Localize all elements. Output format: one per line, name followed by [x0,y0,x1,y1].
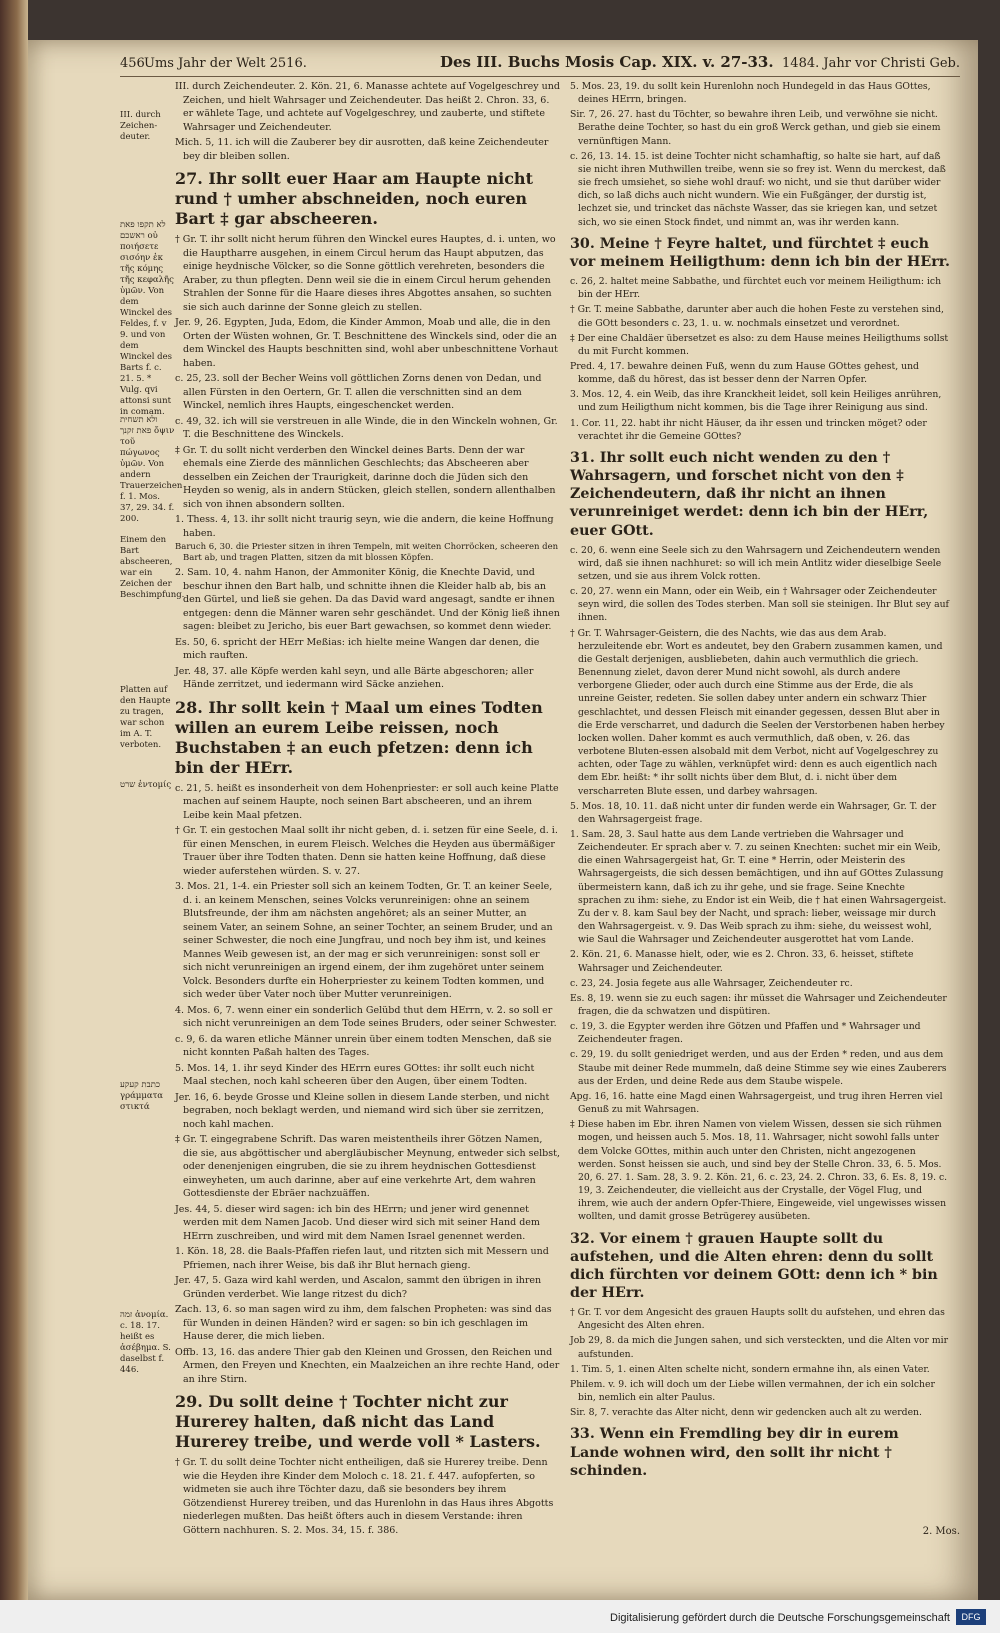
margin-note: כתבת קעקע γράμματα στικτά [120,1080,164,1112]
paragraph: Es. 50, 6. spricht der HErr Meßias: ich hielte meine Wangen dar denen, die mich rauften. [175,636,540,661]
paragraph: † Gr. T. vor dem Angesicht des grauen Haupts sollt du aufstehen, und ehren das Angesicht des Alten ehren. [570,1307,945,1332]
paragraph: Es. 8, 19. wenn sie zu euch sagen: ihr müsset die Wahrsager und Zeichendeuter fragen, die da schwatzen und dispütiren. [570,992,947,1017]
header-title: Des III. Buchs Mosis Cap. XIX. v. 27-33. [440,53,774,71]
margin-note: שרט ἐντομίς [120,780,172,790]
paragraph: † Gr. T. ein gestochen Maal sollt ihr nicht geben, d. i. setzen für eine Seele, d. i. für einen Menschen, in eurem Fleisch. Welches die Heyden aus übermäßiger Trauer über ihre Todten thaten. Denn sie hatten keine Hoffnung, daß diese wieder auferstehen würden. S. v. 27. [175,825,558,877]
paragraph: 1. Thess. 4, 13. ihr sollt nicht traurig seyn, wie die andern, die keine Hoffnung haben. [175,514,554,539]
paragraph: 3. Mos. 12, 4. ein Weib, das ihre Kranckheit leidet, soll kein Heiliges anrühren, und zum Heiligthum nicht kommen, bis die Tage ihrer Reinigung aus sind. [570,389,942,414]
paragraph: c. 23, 24. Josia fegete aus alle Wahrsager, Zeichendeuter rc. [570,977,853,989]
paragraph: 5. Mos. 23, 19. du sollt kein Hurenlohn noch Hundegeld in das Haus GOttes, deines HErrn, bringen. [570,81,931,106]
margin-note: III. durch Zeichen-deuter. [120,110,161,142]
paragraph: 3. Mos. 21, 1-4. ein Priester soll sich an keinem Todten, Gr. T. an keiner Seele, d. i. an keinem Menschen, seines Volcks verunreinigen: ohne an seinem Blutsfreunde, der ihm am nächsten angehöret; als an seiner Mutter, an seinem Vater, an seinem Sohne, an seiner Tochter, an seinem Bruder, und an seiner Schwester, die noch eine Jungfrau, und noch bey ihm ist, und keines Mannes Weib gewesen ist, an der mag er sich verunreinigen: sonst soll er sich nicht verunreinigen an irgend einem, der ihm zugehöret unter seinem Volck. Besonders durfte ein Hoherpriester zu keinem Todten kommen, und sich weder über Vater noch über Mutter verunreinigen. [175,881,553,1000]
paragraph: Sir. 7, 26. 27. hast du Töchter, so bewahre ihren Leib, und verwöhne sie nicht. Berathe deine Tochter, so hast du ein groß Werck gethan, und gieb sie einem vernünftigen Mann. [570,109,941,147]
paragraph: c. 20, 6. wenn eine Seele sich zu den Wahrsagern und Zeichendeutern wenden wird, daß sie ihnen nachhuret: so will ich mein Antlitz wider dieselbige Seele setzen, und sie aus ihrem Volck rotten. [570,544,942,582]
dfg-logo-icon: DFG [956,1609,986,1625]
paragraph: c. 19, 3. die Egypter werden ihre Götzen und Pfaffen und * Wahrsager und Zeichendeuter fragen. [570,1021,921,1046]
paragraph: ‡ Gr. T. eingegrabene Schrift. Das waren meistentheils ihrer Götzen Namen, die sie, aus abgöttischer und abergläubischer Meynung, entweder sich selbst, oder denenjenigen eingruben, die sie zu ihrem heydnischen Gottesdienst einweyheten, um auch darinne, aber auf eine verkehrte Art, dem wahren Gottesdienste der Ebräer nachzuäffen. [175,1134,560,1199]
paragraph: Jer. 47, 5. Gaza wird kahl werden, und Ascalon, sammt den übrigen in ihren Gründen verderbet. Wie lange ritzest du dich? [175,1275,542,1300]
book-binding-edge [0,0,28,1633]
verse-33: 33. Wenn ein Fremdling bey dir in eurem Lande wohnen wird, den sollt ihr nicht † schinden. [570,1426,899,1479]
paragraph: c. 26, 2. haltet meine Sabbathe, und fürchtet euch vor meinem Heiligthum: ich bin der HErr. [570,276,942,301]
paragraph: c. 21, 5. heißt es insonderheit von dem Hohenpriester: er soll auch keine Platte machen auf seinem Haupte, noch seinen Bart abscheeren, und an ihrem Leibe kein Maal pfetzen. [175,782,559,821]
paragraph: Philem. v. 9. ich will doch um der Liebe willen vermahnen, der ich ein solcher bin, nemlich ein alter Paulus. [570,1378,935,1404]
paragraph: Jer. 48, 37. alle Köpfe werden kahl seyn, und alle Bärte abgeschoren; aller Hände zerritzet, und iedermann wird Säcke anziehen. [175,665,534,690]
verse-29: 29. Du sollt deine † Tochter nicht zur Hurerey halten, daß nicht das Land Hurerey treibe, und werde voll * Lasters. [175,1392,541,1451]
left-column [175,80,560,1539]
paragraph: Mich. 5, 11. ich will die Zauberer bey dir ausrotten, daß keine Zeichendeuter bey dir bleiben sollen. [175,137,549,162]
paragraph: c. 20, 27. wenn ein Mann, oder ein Weib, ein † Wahrsager oder Zeichendeuter seyn wird, die sollen des Todes sterben. Man soll sie steinigen. Ihr Blut sey auf ihnen. [570,586,949,624]
paragraph: 1. Sam. 28, 3. Saul hatte aus dem Lande vertrieben die Wahrsager und Zeichendeuter. Er sprach aber v. 7. zu seinen Knechten: suchet mir ein Weib, die einen Wahrsagergeist hat, Gr. T. eine * Herrin, oder Meisterin des Wahrsagergeists, die sich dessen bemächtigen, und ihn auf GOttes Zulassung übermeistern kann, daß ich zu ihr gehe, und sie frage. Seine Knechte sprachen zu ihm: siehe, zu Endor ist ein Weib, die † hat einen Wahrsagergeist. Zu der v. 8. kam Saul bey der Nacht, und sprach: lieber, weissage mir durch den Wahrsagergeist. v. 9. Das Weib sprach zu ihm: siehe, du weissest wohl, wie Saul die Wahrsager und Zeichendeuter ausgerottet hat vom Lande. [570,828,947,946]
verse-27: 27. Ihr sollt euer Haar am Haupte nicht rund † umher abschneiden, noch euren Bart ‡ gar abscheeren. [175,169,533,228]
paragraph: c. 29, 19. du sollt geniedriget werden, und aus der Erden * reden, und aus dem Staube mit deiner Rede mummeln, daß deine Stimme sey wie eines Zauberers aus der Erden, und deine Rede aus dem Staube wispele. [570,1049,947,1087]
header-year-left: Ums Jahr der Welt 2516. [144,56,307,71]
footer-credit: Digitalisierung gefördert durch die Deutsche Forschungsgemeinschaft [610,1612,950,1624]
running-header [120,50,960,77]
paragraph: Pred. 4, 17. bewahre deinen Fuß, wenn du zum Hause GOttes gehest, und komme, daß du hörest, das ist besser denn der Narren Opfer. [570,360,919,386]
paragraph: Job 29, 8. da mich die Jungen sahen, und sich versteckten, und die Alten vor mir aufstunden. [570,1335,949,1360]
margin-note: זמה ἀνομία. c. 18. 17. heißt es ἀσέβημα. S. daselbst f. 446. [120,1310,171,1375]
paragraph: 1. Tim. 5, 1. einen Alten schelte nicht, sondern ermahne ihn, als einen Vater. [570,1363,930,1375]
paragraph: † Gr. T. du sollt deine Tochter nicht entheiligen, daß sie Hurerey treibe. Denn wie die Heyden ihre Kinder dem Moloch c. 18. 21. f. 447. aufopferten, so widmeten sie auch ihre Töchter dazu, daß sie besonders bey ihrem Götzendienst Hurerey treiben, und das Hurenlohn in das Haus ihres Abgotts niederlegen mußten. Das heißt öfters auch in diesem Verstande: ihren Göttern nachhuren. S. 2. Mos. 34, 15. f. 386. [175,1457,554,1536]
catchword: 2. Mos. [922,1526,960,1537]
paragraph: ‡ Diese haben im Ebr. ihren Namen von vielem Wissen, dessen sie sich rühmen mogen, und heissen auch 5. Mos. 18, 11. Wahrsager, nicht sowohl falls unter dem Volcke GOttes, mithin auch unter den Christen, nicht angezogenen werden. Sonst heissen sie auch, und sind bey der Stelle Chron. 33, 6. 5. Mos. 20, 6. 27. 1. Sam. 28, 3. 9. 2. Kön. 21, 6. c. 23, 24. 2. Chron. 33, 6. Es. 8, 19. c. 19, 3. Zeichendeuter, die vielleicht aus der Crystalle, der Vögel Flug, und ihrem, wie auch der andern Opfer-Thiere, Eingeweide, viel ungewisses wissen wollten, und damit grosse Betrügerey ausübeten. [570,1119,948,1223]
paragraph: Offb. 13, 16. das andere Thier gab den Kleinen und Grossen, den Reichen und Armen, den Freyen und Knechten, ein Maalzeichen an ihre rechte Hand, oder an ihre Stirn. [175,1346,560,1385]
paragraph: 1. Cor. 11, 22. habt ihr nicht Häuser, da ihr essen und trincken möget? oder verachtet ihr die Gemeine GOttes? [570,417,927,442]
paragraph: 4. Mos. 6, 7. wenn einer ein sonderlich Gelübd thut dem HErrn, v. 2. so soll er sich nicht verunreinigen an dem Tode seines Bruders, oder seiner Schwester. [175,1004,557,1029]
paragraph: c. 25, 23. soll der Becher Weins voll göttlichen Zorns denen von Dedan, und allen Fürsten in den Oertern, Gr. T. allen die verschnitten sind an dem Winckel, nemlich ihres Haupts, eingeschencket werden. [175,373,542,411]
paragraph: Sir. 8, 7. verachte das Alter nicht, denn wir gedencken auch alt zu werden. [570,1407,922,1419]
paragraph: Apg. 16, 16. hatte eine Magd einen Wahrsagergeist, und trug ihren Herren viel Genuß zu mit Wahrsagen. [570,1090,943,1116]
verse-31: 31. Ihr sollt euch nicht wenden zu den † Wahrsagern, und forschet nicht von den ‡ Zeichendeutern, daß ihr nicht an ihnen verunreiniget werdet: denn ich bin der HErr, euer GOtt. [570,449,929,539]
margin-note: Einem den Bart abscheeren, war ein Zeichen der Beschimpfung. [120,535,185,600]
paragraph: 5. Mos. 14, 1. ihr seyd Kinder des HErrn eures GOttes: ihr sollt euch nicht Maal stechen, noch kahl scheeren über den Augen, über einem Todten. [175,1062,535,1087]
paragraph: † Gr. T. ihr sollt nicht herum führen den Winckel eures Hauptes, d. i. unten, wo die Hauptharre ausgehen, in einem Circul herum das Haupt abputzen, das einige heydnische Völcker, so die Sonne göttlich verehreten, besonders die Araber, zu thun pflegten. Denn weil sie die in einem Circul herum gehenden Strahlen der Sonne für die Haare dieses ihres Abgottes ansahen, so suchten sie sich auch darinne der Sonne gleich zu stellen. [175,234,556,313]
header-year-right: 1484. Jahr vor Christi Geb. [782,56,960,71]
verse-28: 28. Ihr sollt kein † Maal um eines Todten willen an eurem Leibe reissen, noch Buchstaben ‡ an euch pfetzen: denn ich bin der HErr. [175,697,543,777]
margin-note: ולא תשחית פאת זקנך ὄψιν τοῦ πώγωνος ὑμῶν. Von andern Trauerzeichen f. 1. Mos. 37, 29. 34. f. 200. [120,415,183,524]
paragraph: 1. Kön. 18, 28. die Baals-Pfaffen riefen laut, und ritzten sich mit Messern und Pfriemen, nach ihrer Weise, bis daß ihr Blut hernach gieng. [175,1246,549,1271]
paragraph: c. 26, 13. 14. 15. ist deine Tochter nicht schamhaftig, so halte sie hart, auf daß sie nicht ihren Muthwillen treibe, wenn sie so frey ist. Wenn du merckest, daß sie frech umsiehet, so siehe wohl drauf: wo nicht, und sie thut darüber wider dich, so laß dichs auch nicht wundern. Wie ein Fußgänger, der durstig ist, lechzet sie, und trincket das nächste Wasser, das sie kriegen kan, und setzet sich, wo sie einen Stock findet, und nimmt an, was ihr werden kann. [570,150,946,228]
paragraph: 5. Mos. 18, 10. 11. daß nicht unter dir funden werde ein Wahrsager, Gr. T. der den Wahrsagergeist frage. [570,800,937,825]
paragraph: c. 9, 6. da waren etliche Männer unrein über einem todten Menschen, daß sie nicht konnten Paßah halten des Tages. [175,1033,552,1058]
paragraph: Zach. 13, 6. so man sagen wird zu ihm, dem falschen Propheten: was sind das für Wunden in deinen Händen? wird er sagen: so bin ich geschlagen im Hause derer, die mich lieben. [175,1304,552,1342]
paragraph: † Gr. T. Wahrsager-Geistern, die des Nachts, wie das aus dem Arab. herzuleitende ebr. Wort es andeutet, bey den Grabern zusammen kamen, und die Gestalt derjenigen, ausbliebeten, dahin auch vermuthlich die griech. Benennung zielet, davon derer Mund nicht sowohl, als durch andere verborgene Glieder, oder auch durch eine Stimme aus der Erde, die als unreine Geister, redeten. Sie sollen dabey unter andern ein schwarz Thier geschlachtet, und dessen Fleisch mit einander gegessen, dessen Blut aber in die Erde verscharret, und dadurch die Seelen der Verstorbenen haben herbey locken wollen. Daher kommt es auch vermuthlich, daß oben, v. 26. das verbotene Bluten-essen alsobald mit dem Verbot, nicht auf Vogelgeschrey zu achten, oder Tage zu wählen, verknüpfet wird: denn es auch eigentlich nach dem Ebr. heißt: * ihr sollt nichts über dem Blut, d. i. nicht über dem verscharreten Blute essen, und darbey wahrsagen. [570,627,945,797]
paragraph: Jer. 9, 26. Egypten, Juda, Edom, die Kinder Ammon, Moab und alle, die in den Orten der Wüsten wohnen, Gr. T. Beschnittene des Winckels sind, oder die an dem Winckel des Haupts beschnitten sind, wohl aber unbeschnittene Vorhaut haben. [175,317,558,369]
paragraph: Jes. 44, 5. dieser wird sagen: ich bin des HErrn; und jener wird genennet werden mit dem Namen Jacob. Und dieser wird sich mit seiner Hand dem HErrn zuschreiben, und wird mit dem Namen Israel genennet werden. [175,1203,540,1242]
margin-note: לא תקפו פאת ראשכם οὐ ποιήσετε σισόην ἐκ τῆς κόμης τῆς κεφαλῆς ὑμῶν. Von dem Winckel des Feldes, f. v 9. und von dem Winckel des Barts f. c. 21. 5. * Vulg. qvi attonsi sunt in comam. [120,220,174,417]
page-number: 456 [120,56,145,71]
paragraph: ‡ Der eine Chaldäer übersetzet es also: zu dem Hause meines Heiligthums sollst du mit Furcht kommen. [570,332,949,357]
margin-note: Platten auf den Haupte zu tragen, war schon im A. T. verboten. [120,685,171,750]
paragraph: 2. Kön. 21, 6. Manasse hielt, oder, wie es 2. Chron. 33, 6. heisset, stiftete Wahrsager und Zeichendeuter. [570,949,914,974]
paragraph: III. durch Zeichendeuter. 2. Kön. 21, 6. Manasse achtete auf Vogelgeschrey und Zeichen, und hielt Wahrsager und Zeichendeuter. Das heißt 2. Chron. 33, 6. er wählete Tage, und achtete auf Vogelgeschrey, und zauberte, und stiftete Wahrsager und Zeichendeuter. [175,81,560,133]
paragraph: Baruch 6, 30. die Priester sitzen in ihren Tempeln, mit weiten Chorröcken, scheeren den Bart ab, und tragen Platten, sitzen da mit blossen Köpfen. [175,542,559,563]
paragraph: ‡ Gr. T. du sollt nicht verderben den Winckel deines Barts. Denn der war ehemals eine Zierde des männlichen Geschlechts; das Abscheeren aber desselben ein Zeichen der Traurigkeit, darinne doch die Jüden sich den Heyden so wenig, als in andern Stücken, gleich stellen, sondern allenthalben sich von ihnen absondern sollten. [175,444,556,510]
paragraph: 2. Sam. 10, 4. nahm Hanon, der Ammoniter König, die Knechte David, und beschur ihnen den Bart halb, und schnitte ihnen die Kleider halb ab, bis an den Gürtel, und ließ sie gehen. Da das David ward angesagt, sandte er ihnen entgegen: denn die Männer waren sehr geschändet. Und der König ließ ihnen sagen: bleibet zu Jericho, bis euer Bart gewachsen, so kommet denn wieder. [175,567,560,632]
verse-32: 32. Vor einem † grauen Haupte sollt du aufstehen, und die Alten ehren: denn du sollt dich fürchten vor deinem GOtt: denn ich * bin der HErr. [570,1230,938,1301]
paragraph: † Gr. T. meine Sabbathe, darunter aber auch die hohen Feste zu verstehen sind, die GOtt besonders c. 23, 1. u. w. nochmals einsetzet und verordnet. [570,304,944,329]
verse-30: 30. Meine † Feyre haltet, und fürchtet ‡ euch vor meinem Heiligthum: denn ich bin der HErr. [570,235,950,270]
paragraph: c. 49, 32. ich will sie verstreuen in alle Winde, die in den Winckeln wohnen, Gr. T. die Beschnittene des Winckels. [175,415,558,440]
paragraph: Jer. 16, 6. beyde Grosse und Kleine sollen in diesem Lande sterben, und nicht begraben, noch beklagt werden, und niemand wird sich über sie zerritzen, noch kahl machen. [175,1091,550,1130]
right-column [570,80,950,1484]
